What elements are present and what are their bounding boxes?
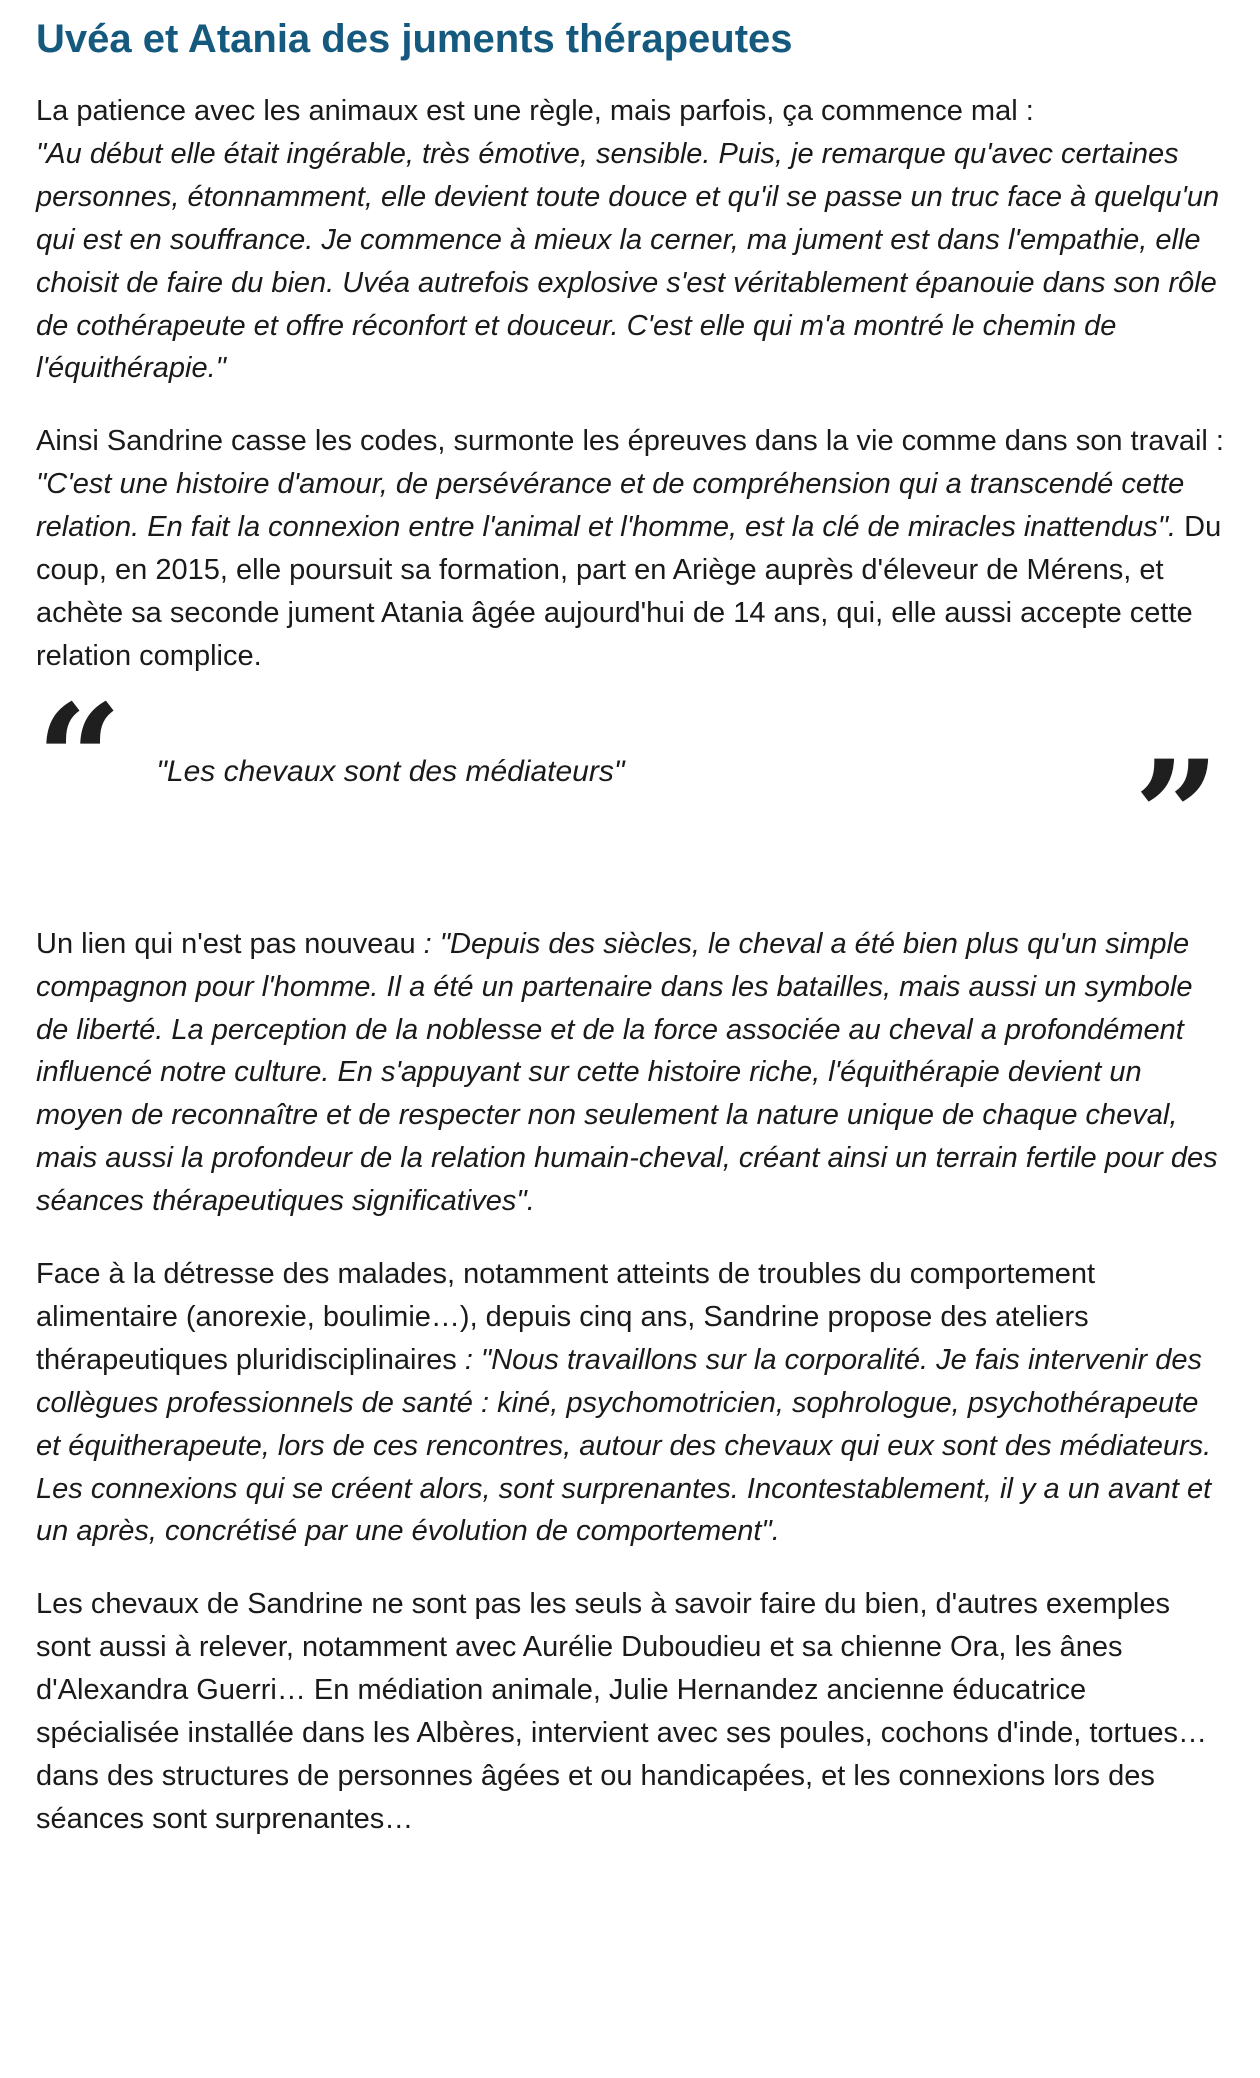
pull-quote — [36, 671, 1224, 904]
paragraph-ateliers — [36, 1253, 1224, 1553]
text-run-italic: "Au début elle était ingérable, très émotive, sensible. Puis, je remarque qu'avec certaines personnes, étonnamment, elle devient toute douce et qu'il se passe un truc face à quelqu'un qui est en souffrance. Je commence à mieux la cerner, ma jument est dans l'empathie, elle choisit de faire du bien. Uvéa autrefois explosive s'est véritablement épanouie dans son rôle de cothérapeute et offre réconfort et douceur. C'est elle qui m'a montré le chemin de l'équithérapie." — [36, 137, 1220, 385]
text-run: Du coup, en 2015, elle poursuit sa formation, part en Ariège auprès d'éleveur de Mérens, et achète sa seconde jument Atania âgée aujourd'hui de 14 ans, qui, elle aussi accepte cette relation complice. — [36, 511, 1222, 672]
pull-quote-text: "Les chevaux sont des médiateurs" — [156, 754, 625, 788]
text-run: Les chevaux de Sandrine ne sont pas les seuls à savoir faire du bien, d'autres exemples sont aussi à relever, notamment avec Aurélie Duboudieu et sa chienne Ora, les ânes d'Alexandra Guerri… En médiation animale, Julie Hernandez ancienne éducatrice spécialisée installée dans les Albères, intervient avec ses poules, cochons d'inde, tortues… dans des structures de personnes âgées et ou handicapées, et les connexions lors des séances sont surprenantes… — [36, 1588, 1208, 1835]
open-quote-icon: “ — [36, 671, 123, 848]
text-run: La patience avec les animaux est une règle, mais parfois, ça commence mal : — [36, 95, 1034, 127]
paragraph-sandrine — [36, 420, 1224, 677]
article-title: Uvéa et Atania des juments thérapeutes — [36, 17, 793, 61]
text-run-italic: "C'est une histoire d'amour, de persévérance et de compréhension qui a transcendé cette relation. En fait la connexion entre l'animal et l'homme, est la clé de miracles inattendus". — [36, 468, 1185, 544]
text-run: Un lien qui n'est pas nouveau — [36, 927, 424, 960]
text-run-italic: : "Nous travaillons sur la corporalité. Je fais intervenir des collègues professionnels de santé : kiné, psychomotricien, sophrologue, psychothérapeute et équitherapeute, lors de ces rencontres, autour des chevaux qui eux sont des médiateurs. Les connexions qui se créent alors, sont surprenantes. Incontestablement, il y a un avant et un après, concrétisé par une évolution de comportement". — [36, 1343, 1212, 1548]
paragraph-autres-exemples — [36, 1583, 1224, 1840]
text-run: Ainsi Sandrine casse les codes, surmonte les épreuves dans la vie comme dans son travail : — [36, 425, 1224, 458]
close-quote-icon: ” — [1133, 727, 1220, 904]
text-run: Face à la détresse des malades, notamment atteints de troubles du comportement alimentaire (anorexie, boulimie…), depuis cinq ans, Sandrine propose des ateliers thérapeutiques pluridisciplinaires — [36, 1258, 1096, 1376]
text-run-italic: : "Depuis des siècles, le cheval a été bien plus qu'un simple compagnon pour l'homme. Il a été un partenaire dans les batailles, mais aussi un symbole de liberté. La perception de la noblesse et de la force associée au cheval a profondément influencé notre culture. En s'appuyant sur cette histoire riche, l'équithérapie devient un moyen de reconnaître et de respecter non seulement la nature unique de chaque cheval, mais aussi la profondeur de la relation humain-cheval, créant ainsi un terrain fertile pour des séances thérapeutiques significatives". — [36, 927, 1218, 1218]
paragraph-intro — [36, 90, 1224, 390]
article — [36, 14, 1224, 1841]
paragraph-lien — [36, 923, 1224, 1223]
